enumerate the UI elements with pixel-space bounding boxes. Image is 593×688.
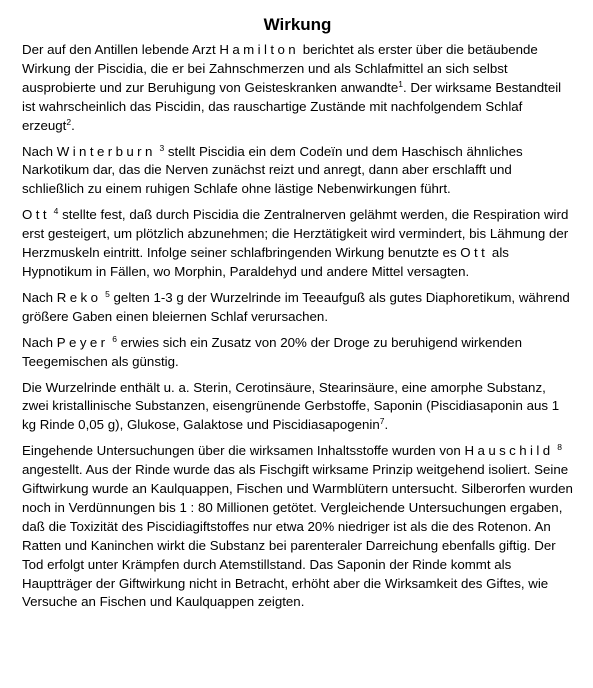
footnote-ref[interactable]: 7 <box>379 416 385 427</box>
text: als Hypnotikum in Fällen, wo Morphin, Paraldehyd und andere Mittel versagten. <box>22 245 509 279</box>
footnote-ref[interactable]: 2 <box>66 116 72 127</box>
author-name: Ott <box>22 207 50 223</box>
paragraph-constituents <box>22 379 573 436</box>
text: . <box>71 117 75 133</box>
text: Nach <box>22 143 57 159</box>
text: angestellt. Aus der Rinde wurde das als Fischgift wirksame Prinzip weitgehend isoliert. Seine Giftwirkung wurde an Kaulquappen, Fischen und Warmblütern untersucht. Silberorfen wurden noch in Verdünnungen bis 1 : 80 Millionen getötet. Vergleichende Untersuchungen ergaben, daß die Toxizität des Piscidiagiftstoffes nur etwa 20% niedriger ist als die des Rotenon. An Ratten und Kaninchen wirkt die Substanz bei parenteraler Darreichung ebenfalls giftig. Der Tod erfolgt unter Krämpfen durch Atemstillstand. Das Saponin der Rinde kommt als Hauptträger der Giftwirkung nicht in Betracht, erhöht aber die Wirksamkeit des Giftes, wie Versuche an Fischen und Kaulquappen zeigten. <box>22 462 573 610</box>
paragraph-winterburn <box>22 143 573 200</box>
paragraph-peyer <box>22 334 573 372</box>
paragraph-hamilton <box>22 41 573 136</box>
text: . <box>384 417 389 433</box>
text: Eingehende Untersuchungen über die wirksamen Inhaltsstoffe wurden von <box>22 443 465 459</box>
author-name: Peyer <box>56 334 109 350</box>
footnote-ref[interactable]: 1 <box>398 78 403 89</box>
text: Der auf den Antillen lebende Arzt <box>22 42 220 57</box>
author-name: Ott <box>460 245 489 261</box>
text: Die Wurzelrinde enthält u. a. Sterin, Cerotinsäure, Stearinsäure, eine amorphe Substanz, zwei kristallinische Substanzen, eisengrünende Gerbstoffe, Saponin (Piscidiasaponin aus 1 kg Rinde 0,05 g), Glukose, Galaktose und Piscidiasapogenin <box>22 379 560 433</box>
text: erwies sich ein Zusatz von 20% der Droge zu beruhigend wirkenden Teegemischen als günstig. <box>22 334 522 369</box>
footnote-ref[interactable]: 4 <box>53 206 59 217</box>
paragraph-hauschild <box>22 442 573 612</box>
footnote-ref[interactable]: 5 <box>105 288 110 299</box>
author-name: Hamilton <box>219 42 300 57</box>
text: Nach <box>22 289 57 305</box>
section-heading: Wirkung <box>263 15 332 34</box>
text: stellte fest, daß durch Piscidia die Zentralnerven gelähmt werden, die Respiration wird erst gesteigert, um plötzlich abzunehmen; die Herztätigkeit wird vermindert, bis Lähmung der Herzmuskeln eintritt. Infolge seiner schlafbringenden Wirkung benutzte es <box>22 207 569 261</box>
text: . Der wirksame Bestandteil ist wahrscheinlich das Piscidin, das rauschartige Zustände mit nachfolgendem Schlaf erzeugt <box>22 79 562 133</box>
paragraph-reko <box>22 289 573 327</box>
footnote-ref[interactable]: 3 <box>159 142 165 153</box>
footnote-ref[interactable]: 6 <box>112 333 117 344</box>
text: stellt Piscidia ein dem Codeïn und dem Haschisch ähnliches Narkotikum dar, das die Nerven zunächst reizt und anregt, dann aber erschlafft und schließlich zu einem ruhigen Schlafe ohne lästige Nebenwirkungen führt. <box>22 143 523 197</box>
text: berichtet als erster über die betäubende Wirkung der Piscidia, die er bei Zahnschmerzen und als Schlafmittel an sich selbst ausprobierte und zur Beruhigung von Geisteskranken anwandte <box>22 42 538 95</box>
text: Nach <box>22 334 57 350</box>
text: gelten 1-3 g der Wurzelrinde im Teeaufguß als gutes Diaphoretikum, während größere Gaben einen bleiernen Schlaf verursachen. <box>22 289 570 324</box>
paragraph-ott <box>22 206 573 282</box>
author-name: Reko <box>56 289 102 305</box>
author-name: Winterburn <box>56 143 156 159</box>
author-name: Hauschild <box>464 443 554 459</box>
footnote-ref[interactable]: 8 <box>557 442 562 453</box>
